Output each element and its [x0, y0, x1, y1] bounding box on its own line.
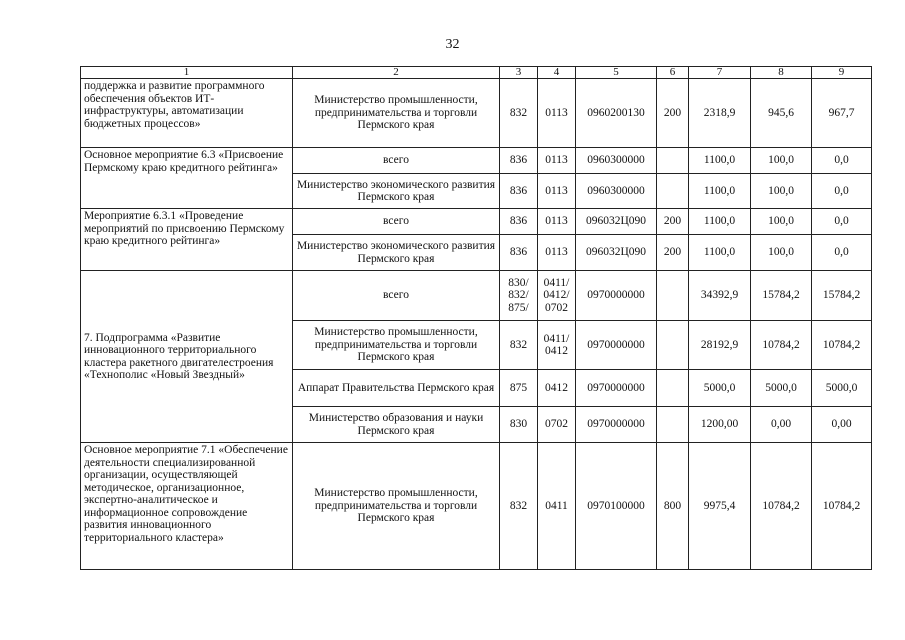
- program-name-cell: поддержка и развитие программного обеспечения объектов ИТ-инфраструктуры, автоматизации бюджетных процессов»: [81, 79, 293, 148]
- executor-cell: Министерство экономического развития Пермского края: [293, 174, 500, 209]
- amount-col8-cell: 100,0: [751, 235, 812, 271]
- amount-col7-cell: 1100,0: [689, 148, 751, 174]
- executor-cell: Министерство образования и науки Пермского края: [293, 407, 500, 443]
- amount-col9-cell: 10784,2: [812, 321, 872, 370]
- header-row: [81, 67, 872, 79]
- amount-col7-cell: 1100,0: [689, 174, 751, 209]
- amount-col7-cell: 1200,00: [689, 407, 751, 443]
- amount-col9-cell: 5000,0: [812, 370, 872, 407]
- amount-col8-cell: 945,6: [751, 79, 812, 148]
- executor-cell: Министерство экономического развития Пермского края: [293, 235, 500, 271]
- vr-cell: [657, 148, 689, 174]
- amount-col8-cell: 10784,2: [751, 443, 812, 570]
- csr-cell: 0970000000: [576, 370, 657, 407]
- vr-cell: [657, 174, 689, 209]
- grbs-cell: 836: [500, 235, 538, 271]
- amount-col8-cell: 10784,2: [751, 321, 812, 370]
- csr-cell: 0970100000: [576, 443, 657, 570]
- amount-col9-cell: 15784,2: [812, 271, 872, 321]
- amount-col9-cell: 0,00: [812, 407, 872, 443]
- rzpr-cell: 0113: [538, 209, 576, 235]
- executor-cell: всего: [293, 209, 500, 235]
- program-name-cell: Мероприятие 6.3.1 «Проведение мероприятий по присвоению Пермскому краю кредитного рейтинга»: [81, 209, 293, 271]
- rzpr-cell: 0113: [538, 235, 576, 271]
- amount-col8-cell: 100,0: [751, 174, 812, 209]
- csr-cell: 0970000000: [576, 407, 657, 443]
- grbs-cell: 832: [500, 321, 538, 370]
- grbs-cell: 830/ 832/ 875/: [500, 271, 538, 321]
- amount-col7-cell: 5000,0: [689, 370, 751, 407]
- amount-col7-cell: 1100,0: [689, 235, 751, 271]
- csr-cell: 0960200130: [576, 79, 657, 148]
- executor-cell: всего: [293, 271, 500, 321]
- executor-cell: всего: [293, 148, 500, 174]
- amount-col9-cell: 10784,2: [812, 443, 872, 570]
- vr-cell: 200: [657, 79, 689, 148]
- grbs-cell: 830: [500, 407, 538, 443]
- vr-cell: [657, 271, 689, 321]
- grbs-cell: 836: [500, 174, 538, 209]
- table-row: [81, 271, 872, 321]
- grbs-cell: 875: [500, 370, 538, 407]
- header-cell: 4: [538, 67, 576, 79]
- rzpr-cell: 0113: [538, 174, 576, 209]
- header-cell: 3: [500, 67, 538, 79]
- program-name-cell: 7. Подпрограмма «Развитие инновационного территориального кластера ракетного двигателестроения «Технополис «Новый Звездный»: [81, 271, 293, 443]
- header-cell: 1: [81, 67, 293, 79]
- vr-cell: [657, 370, 689, 407]
- csr-cell: 0960300000: [576, 174, 657, 209]
- csr-cell: 096032Ц090: [576, 235, 657, 271]
- header-cell: 2: [293, 67, 500, 79]
- program-name-cell: Основное мероприятие 6.3 «Присвоение Пермскому краю кредитного рейтинга»: [81, 148, 293, 209]
- table-row: [81, 209, 872, 235]
- executor-cell: Министерство промышленности, предпринимательства и торговли Пермского края: [293, 79, 500, 148]
- csr-cell: 0960300000: [576, 148, 657, 174]
- program-name-cell: Основное мероприятие 7.1 «Обеспечение деятельности специализированной организации, осуществляющей методическое, организационное, экспертно-аналитическое и информационное сопровождение развития инновационного территориального кластера»: [81, 443, 293, 570]
- executor-cell: Министерство промышленности, предпринимательства и торговли Пермского края: [293, 443, 500, 570]
- rzpr-cell: 0702: [538, 407, 576, 443]
- vr-cell: [657, 407, 689, 443]
- csr-cell: 0970000000: [576, 321, 657, 370]
- grbs-cell: 832: [500, 79, 538, 148]
- amount-col7-cell: 9975,4: [689, 443, 751, 570]
- amount-col8-cell: 100,0: [751, 209, 812, 235]
- rzpr-cell: 0411/ 0412/ 0702: [538, 271, 576, 321]
- rzpr-cell: 0411: [538, 443, 576, 570]
- page-number: 32: [445, 37, 460, 52]
- executor-cell: Министерство промышленности, предпринимательства и торговли Пермского края: [293, 321, 500, 370]
- header-cell: 9: [812, 67, 872, 79]
- amount-col9-cell: 0,0: [812, 209, 872, 235]
- header-cell: 5: [576, 67, 657, 79]
- table-row: [81, 148, 872, 174]
- rzpr-cell: 0412: [538, 370, 576, 407]
- amount-col7-cell: 28192,9: [689, 321, 751, 370]
- amount-col7-cell: 2318,9: [689, 79, 751, 148]
- amount-col8-cell: 100,0: [751, 148, 812, 174]
- header-cell: 7: [689, 67, 751, 79]
- amount-col9-cell: 967,7: [812, 79, 872, 148]
- grbs-cell: 836: [500, 209, 538, 235]
- budget-table: [80, 66, 872, 570]
- amount-col8-cell: 0,00: [751, 407, 812, 443]
- csr-cell: 096032Ц090: [576, 209, 657, 235]
- grbs-cell: 832: [500, 443, 538, 570]
- rzpr-cell: 0113: [538, 148, 576, 174]
- amount-col8-cell: 15784,2: [751, 271, 812, 321]
- amount-col9-cell: 0,0: [812, 174, 872, 209]
- vr-cell: [657, 321, 689, 370]
- rzpr-cell: 0113: [538, 79, 576, 148]
- amount-col7-cell: 34392,9: [689, 271, 751, 321]
- rzpr-cell: 0411/ 0412: [538, 321, 576, 370]
- amount-col8-cell: 5000,0: [751, 370, 812, 407]
- amount-col9-cell: 0,0: [812, 148, 872, 174]
- table-row: [81, 79, 872, 148]
- header-cell: 6: [657, 67, 689, 79]
- vr-cell: 200: [657, 209, 689, 235]
- header-cell: 8: [751, 67, 812, 79]
- grbs-cell: 836: [500, 148, 538, 174]
- table-row: [81, 443, 872, 570]
- executor-cell: Аппарат Правительства Пермского края: [293, 370, 500, 407]
- amount-col7-cell: 1100,0: [689, 209, 751, 235]
- csr-cell: 0970000000: [576, 271, 657, 321]
- vr-cell: 800: [657, 443, 689, 570]
- vr-cell: 200: [657, 235, 689, 271]
- amount-col9-cell: 0,0: [812, 235, 872, 271]
